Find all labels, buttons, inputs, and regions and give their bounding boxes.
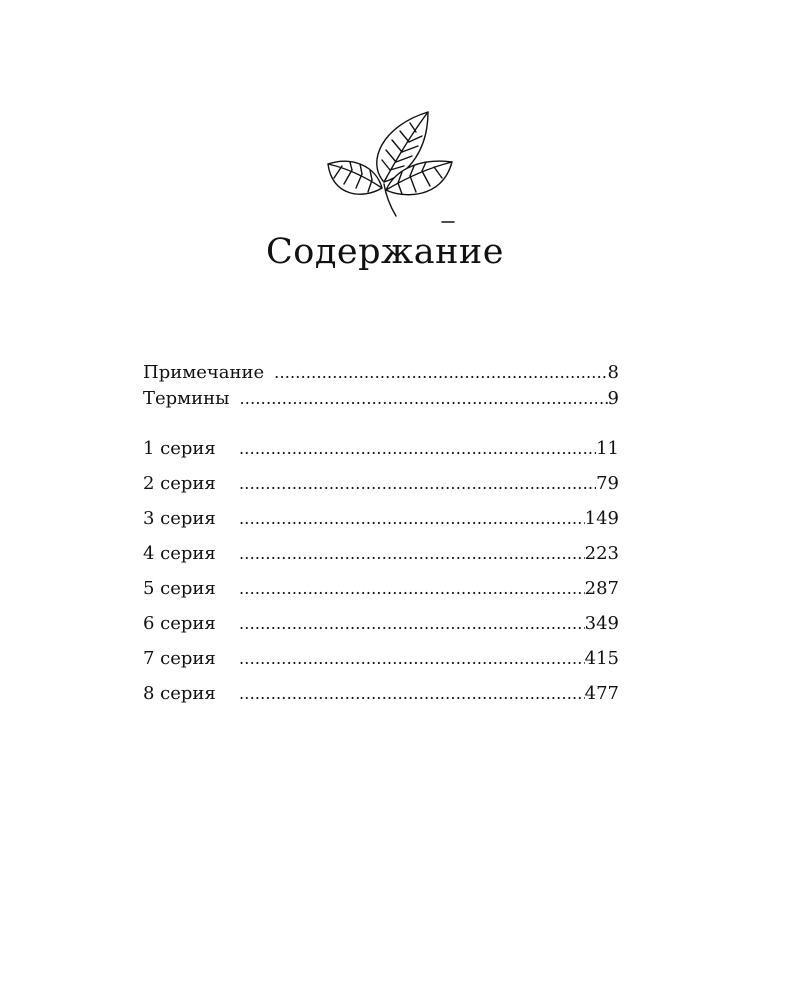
toc-page-number: 9	[607, 388, 619, 409]
toc-page-number: 349	[584, 613, 619, 634]
toc-entry-series-6[interactable]	[143, 613, 619, 648]
toc-entry-series-2[interactable]	[143, 473, 619, 508]
toc-page-number: 79	[596, 473, 619, 494]
toc-entry-series-3[interactable]	[143, 508, 619, 543]
toc-entry-label: 4 серия	[143, 543, 216, 564]
toc-page-number: 477	[584, 683, 619, 704]
toc-dot-leader	[239, 684, 585, 703]
toc-entry-label: 2 серия	[143, 473, 216, 494]
toc-dot-leader	[239, 544, 585, 563]
toc-entry-series-4[interactable]	[143, 543, 619, 578]
toc-page-number: 415	[584, 648, 619, 669]
section-gap	[143, 414, 619, 438]
toc-page-number: 11	[596, 438, 619, 459]
toc-entry-label: 7 серия	[143, 648, 216, 669]
toc-entry-label: 5 серия	[143, 578, 216, 599]
toc-entry-terms[interactable]	[143, 388, 619, 414]
toc-entry-series-8[interactable]	[143, 683, 619, 718]
toc-dot-leader	[239, 509, 585, 528]
toc-entry-label: Примечание	[143, 362, 265, 383]
toc-page-number: 149	[584, 508, 619, 529]
toc-entry-series-5[interactable]	[143, 578, 619, 613]
toc-page-number: 8	[607, 362, 619, 383]
toc-dot-leader	[239, 614, 585, 633]
leaf-sprig-icon	[322, 104, 462, 226]
toc-page-number: 287	[584, 578, 619, 599]
toc-entry-series-1[interactable]	[143, 438, 619, 473]
table-of-contents	[143, 362, 619, 718]
toc-dot-leader	[274, 363, 607, 382]
toc-page-number: 223	[584, 543, 619, 564]
toc-entry-label: 6 серия	[143, 613, 216, 634]
toc-dot-leader	[239, 439, 596, 458]
toc-entry-label: 3 серия	[143, 508, 216, 529]
toc-entry-series-7[interactable]	[143, 648, 619, 683]
toc-dot-leader	[239, 649, 585, 668]
toc-entry-notes[interactable]	[143, 362, 619, 388]
page-title: Содержание	[266, 232, 504, 272]
toc-entry-label: Термины	[143, 388, 230, 409]
toc-dot-leader	[239, 474, 596, 493]
toc-dot-leader	[240, 389, 608, 408]
toc-entry-label: 1 серия	[143, 438, 216, 459]
toc-entry-label: 8 серия	[143, 683, 216, 704]
toc-dot-leader	[239, 579, 585, 598]
